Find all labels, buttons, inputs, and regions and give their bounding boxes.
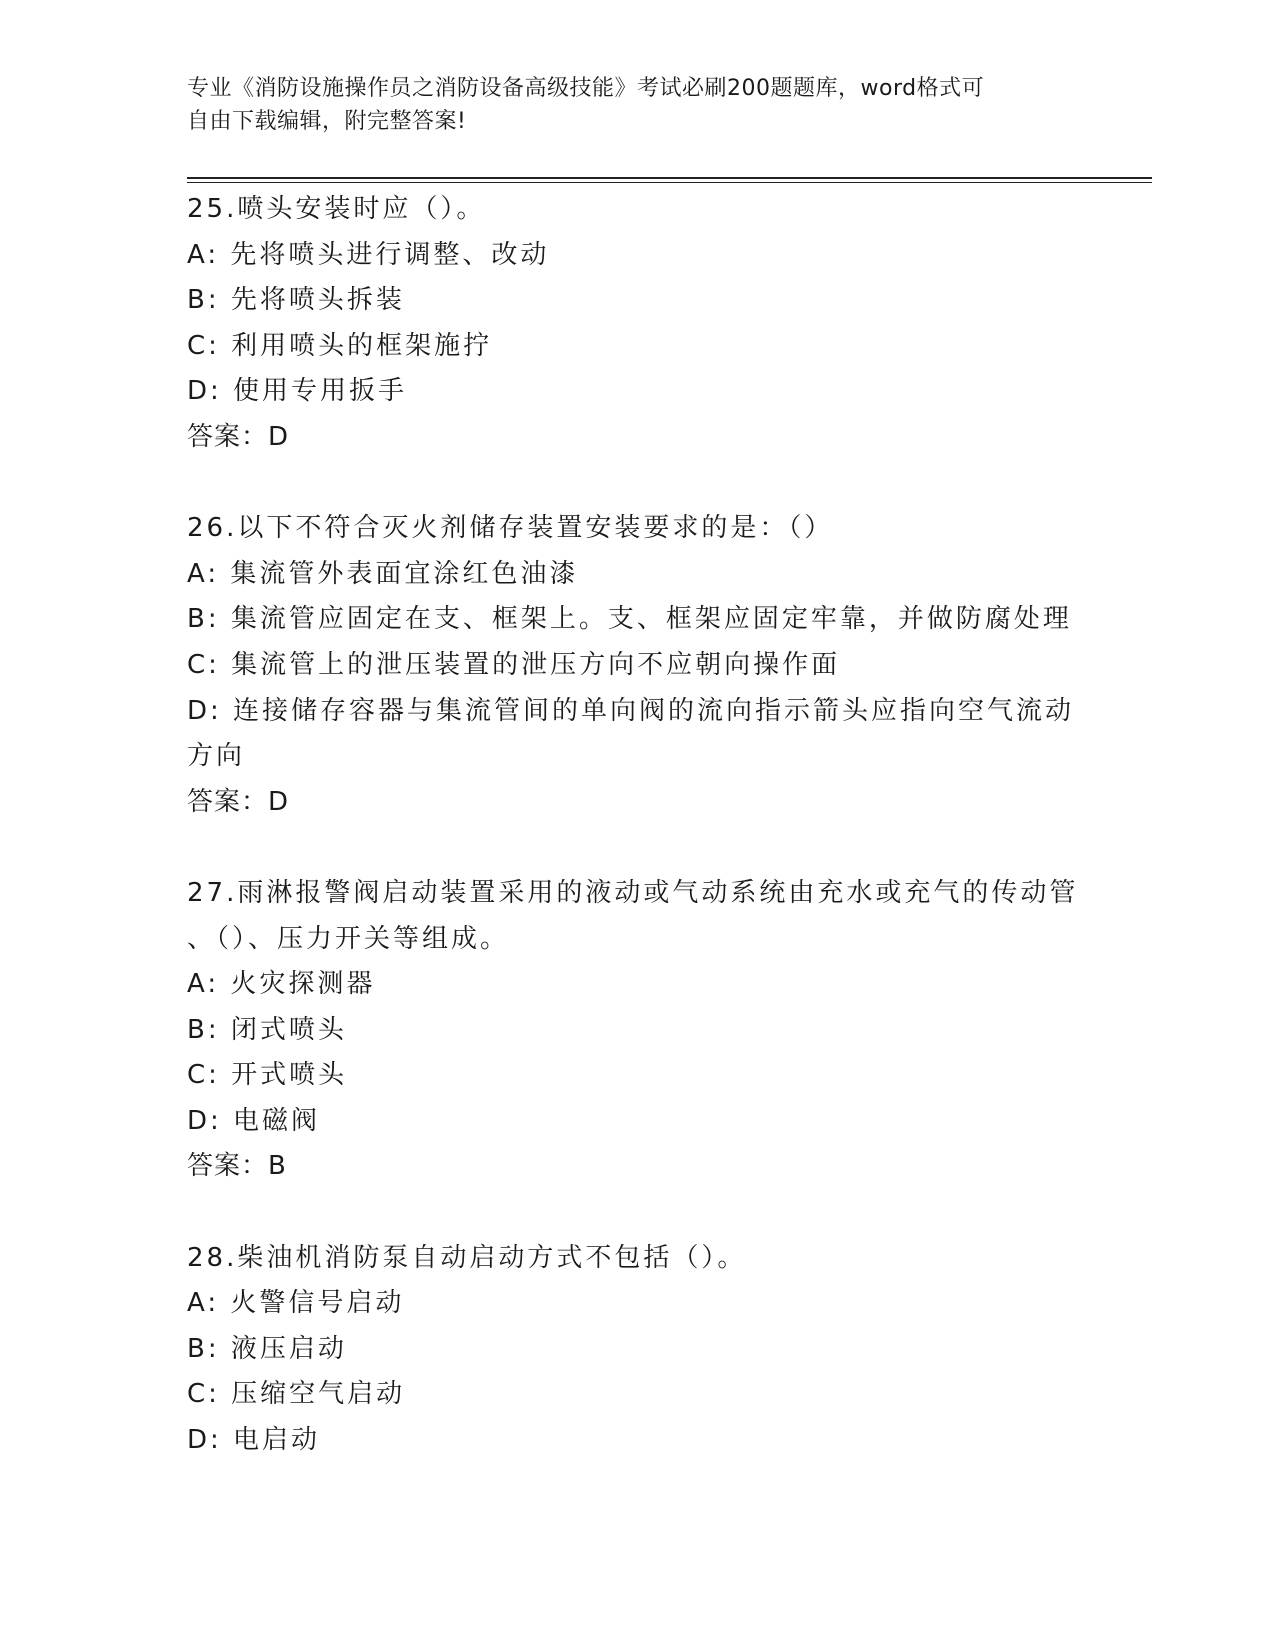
option-c: C: 开式喷头 (187, 1060, 348, 1091)
header-line-1: 专业《消防设施操作员之消防设备高级技能》考试必刷200题题库，word格式可 (187, 76, 985, 101)
question-28 (187, 1236, 1087, 1464)
answer-label: 答案：D (187, 421, 290, 452)
question-26 (187, 506, 1087, 825)
question-stem: 25.喷头安装时应（）。 (187, 194, 486, 224)
question-stem: 26.以下不符合灭火剂储存装置安装要求的是：（） (187, 513, 834, 544)
question-stem: 27.雨淋报警阀启动装置采用的液动或气动系统由充水或充气的传动管 (187, 877, 1079, 908)
option-a: A: 火警信号启动 (187, 1288, 405, 1319)
answer-label: 答案：D (187, 786, 290, 817)
option-b: B: 先将喷头拆装 (187, 285, 405, 316)
option-d: D: 电启动 (187, 1425, 321, 1456)
option-d: D: 连接储存容器与集流管间的单向阀的流向指示箭头应指向空气流动 (187, 695, 1075, 726)
question-stem-continuation: 、（）、压力开关等组成。 (187, 923, 510, 954)
option-c: C: 集流管上的泄压装置的泄压方向不应朝向操作面 (187, 649, 841, 680)
option-a: A: 先将喷头进行调整、改动 (187, 239, 550, 270)
option-b: B: 集流管应固定在支、框架上。支、框架应固定牢靠，并做防腐处理 (187, 604, 1072, 635)
option-b: B: 闭式喷头 (187, 1014, 347, 1045)
option-b: B: 液压启动 (187, 1333, 347, 1364)
option-d-continuation: 方向 (187, 741, 246, 772)
spacer (187, 825, 1087, 871)
question-25 (187, 187, 1087, 461)
option-a: A: 集流管外表面宜涂红色油漆 (187, 558, 579, 589)
option-c: C: 压缩空气启动 (187, 1379, 406, 1410)
option-d: D: 电磁阀 (187, 1105, 321, 1136)
header-line-2: 自由下载编辑，附完整答案! (187, 109, 467, 134)
question-27 (187, 871, 1087, 1190)
question-list (187, 187, 1087, 1464)
option-c: C: 利用喷头的框架施拧 (187, 330, 493, 361)
header-divider-thin (187, 182, 1152, 183)
spacer (187, 461, 1087, 507)
option-a: A: 火灾探测器 (187, 969, 376, 1000)
spacer (187, 1190, 1087, 1236)
header-divider-thick (187, 177, 1152, 179)
document-header (187, 72, 1087, 138)
option-d: D: 使用专用扳手 (187, 376, 408, 407)
answer-label: 答案：B (187, 1151, 287, 1182)
question-stem: 28.柴油机消防泵自动启动方式不包括（）。 (187, 1242, 747, 1273)
